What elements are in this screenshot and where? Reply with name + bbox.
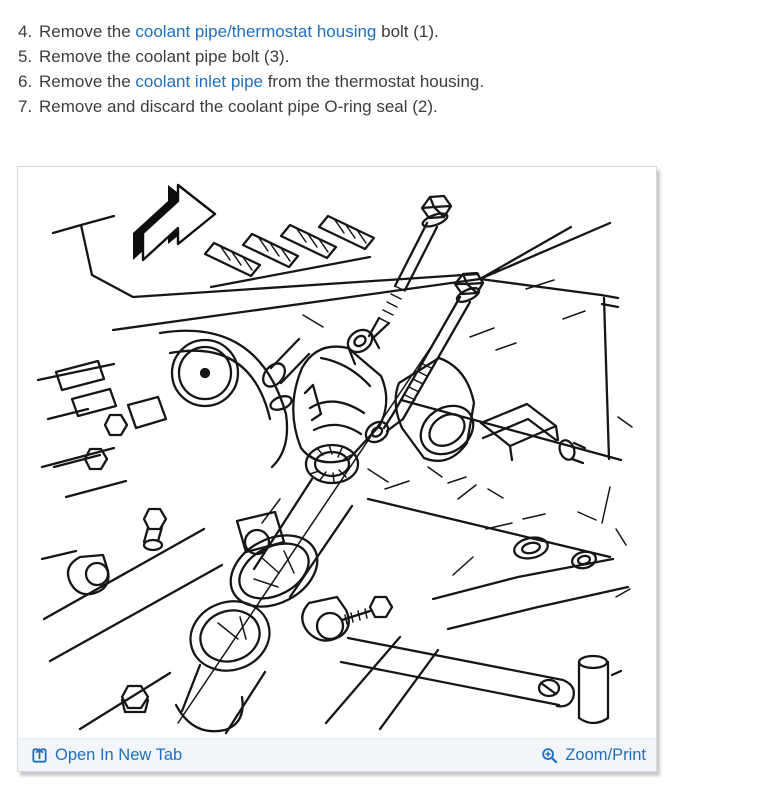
open-in-new-tab-icon [30, 746, 49, 765]
instruction-text-segment: bolt (1). [376, 22, 439, 41]
instruction-text [39, 69, 484, 94]
instruction-link[interactable]: coolant inlet pipe [135, 72, 263, 91]
zoom-plus-magnifier-icon [540, 746, 559, 765]
instruction-text-segment: Remove and discard the coolant pipe O-ring seal (2). [39, 97, 438, 116]
detail-hatching [178, 220, 632, 723]
instruction-number: 4. [18, 22, 33, 41]
coolant-pipe [176, 479, 352, 733]
instruction-text-segment: Remove the [39, 72, 136, 91]
zoom-print-label: Zoom/Print [565, 745, 646, 764]
instruction-item [18, 69, 484, 94]
instruction-list [18, 19, 484, 119]
instruction-text-segment: Remove the coolant pipe bolt (3). [39, 47, 290, 66]
open-in-new-tab-label: Open In New Tab [55, 745, 183, 764]
instruction-number: 6. [18, 72, 33, 91]
instruction-text-segment: from the thermostat housing. [262, 72, 485, 91]
instruction-item [18, 19, 484, 44]
instruction-text [39, 19, 439, 44]
thermostat-housing [259, 339, 483, 483]
figure-panel [17, 166, 657, 772]
engine-diagram-drawing [18, 167, 656, 738]
instruction-item [18, 44, 484, 69]
instruction-number: 7. [18, 97, 33, 116]
instruction-text [39, 94, 438, 119]
figure-image [18, 167, 656, 738]
instruction-item [18, 94, 484, 119]
instruction-link[interactable]: coolant pipe/thermostat housing [135, 22, 377, 41]
figure-toolbar [18, 738, 656, 771]
instruction-text-segment: Remove the [39, 22, 136, 41]
zoom-print-button[interactable] [540, 746, 646, 765]
direction-arrow-icon [133, 185, 215, 260]
instruction-text [39, 44, 289, 69]
open-in-new-tab-button[interactable] [30, 746, 182, 765]
instruction-number: 5. [18, 47, 33, 66]
